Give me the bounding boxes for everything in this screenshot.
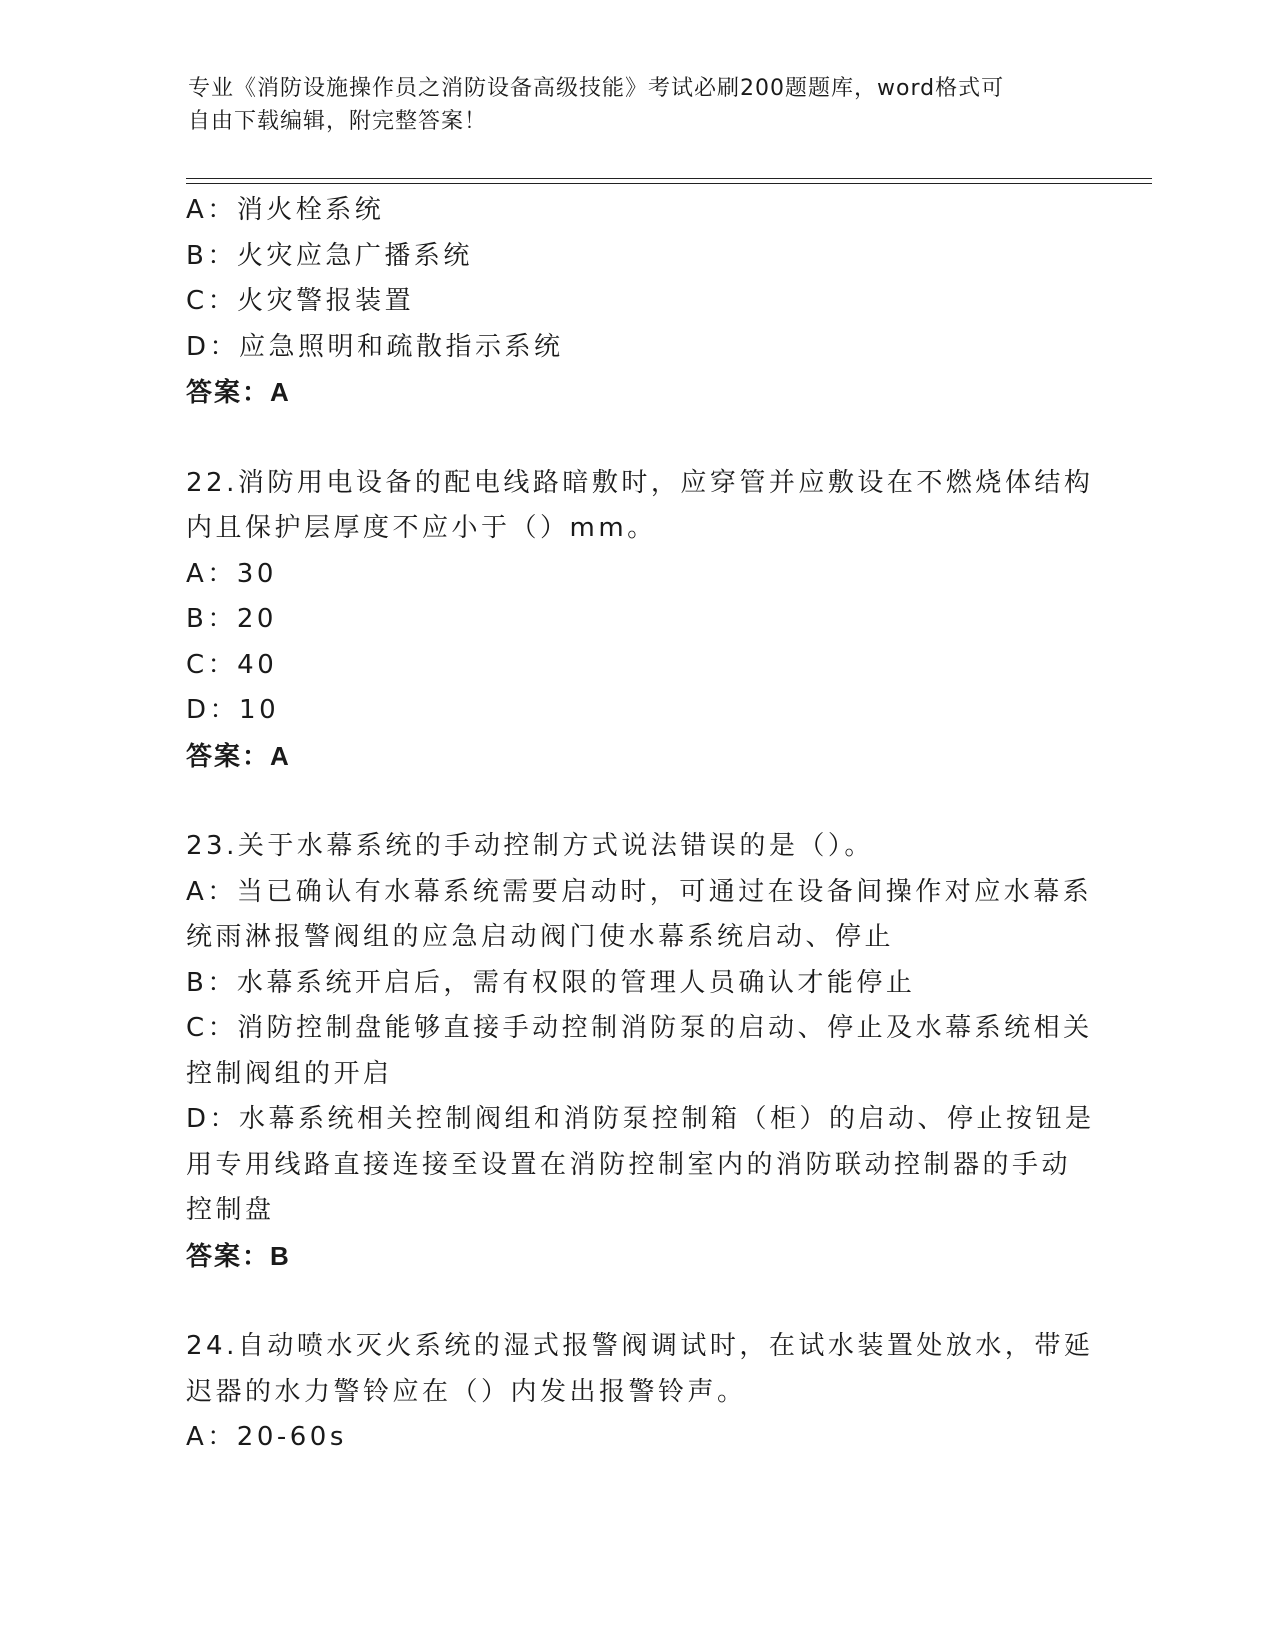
question-23 <box>186 824 1095 1279</box>
header-divider <box>186 183 1152 184</box>
question-24 <box>186 1324 1094 1461</box>
question-stem: 迟器的水力警铃应在（）内发出报警铃声。 <box>186 1376 747 1407</box>
option-a: A：当已确认有水幕系统需要启动时，可通过在设备间操作对应水幕系 <box>186 876 1093 907</box>
spacer <box>186 416 1086 461</box>
option-b: B：20 <box>186 604 277 634</box>
question-stem: 24.自动喷水灭火系统的湿式报警阀调试时，在试水装置处放水，带延 <box>186 1331 1094 1361</box>
question-list <box>186 188 1095 1461</box>
option-d-continued: 控制盘 <box>186 1195 275 1225</box>
option-a: A：30 <box>186 558 277 589</box>
option-c-continued: 控制阀组的开启 <box>186 1058 393 1089</box>
option-b: B：火灾应急广播系统 <box>186 240 473 271</box>
option-d: D：应急照明和疏散指示系统 <box>186 331 564 362</box>
option-a: A：20-60s <box>186 1422 347 1452</box>
option-b: B：水幕系统开启后，需有权限的管理人员确认才能停止 <box>186 967 916 998</box>
question-22 <box>186 461 1094 780</box>
answer: 答案：B <box>186 1240 291 1271</box>
answer: 答案：A <box>186 377 291 407</box>
question-stem: 23.关于水幕系统的手动控制方式说法错误的是（）。 <box>186 831 874 861</box>
question-stem: 22.消防用电设备的配电线路暗敷时，应穿管并应敷设在不燃烧体结构 <box>186 467 1094 498</box>
option-d: D：10 <box>186 695 280 725</box>
question-stem: 内且保护层厚度不应小于（）mm。 <box>186 513 657 543</box>
option-a-continued: 统雨淋报警阀组的应急启动阀门使水幕系统启动、停止 <box>186 922 895 952</box>
option-d: D：水幕系统相关控制阀组和消防泵控制箱（柜）的启动、停止按钮是 <box>186 1104 1095 1134</box>
header-line: 专业《消防设施操作员之消防设备高级技能》考试必刷200题题库，word格式可 <box>188 76 1005 101</box>
spacer <box>186 1279 1086 1324</box>
header-divider <box>186 178 1152 179</box>
document-header <box>188 72 1088 138</box>
header-line: 自由下载编辑，附完整答案！ <box>188 109 488 134</box>
answer: 答案：A <box>186 740 291 771</box>
spacer <box>186 779 1086 824</box>
option-c: C：消防控制盘能够直接手动控制消防泵的启动、停止及水幕系统相关 <box>186 1013 1093 1043</box>
question-21 <box>186 188 1086 416</box>
option-a: A：消火栓系统 <box>186 195 385 225</box>
option-c: C：40 <box>186 649 278 680</box>
option-d-continued: 用专用线路直接连接至设置在消防控制室内的消防联动控制器的手动 <box>186 1149 1072 1180</box>
option-c: C：火灾警报装置 <box>186 286 415 316</box>
